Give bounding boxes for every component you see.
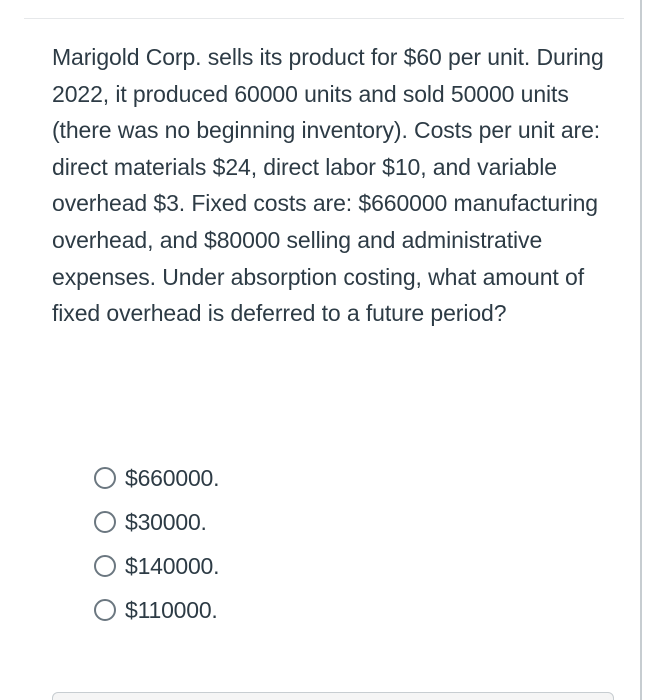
radio-button-icon[interactable] (94, 467, 116, 489)
page-right-border (640, 0, 642, 700)
answer-label: $110000. (125, 596, 218, 623)
radio-button-icon[interactable] (94, 599, 116, 621)
answer-option-4[interactable] (94, 588, 219, 632)
radio-button-icon[interactable] (94, 511, 116, 533)
radio-button-icon[interactable] (94, 555, 116, 577)
question-text: Marigold Corp. sells its product for $60 per unit. During 2022, it produced 60000 units and sold 50000 units (there was no beginning inventory). Costs per unit are: direct materials $24, direct labor $10, and variable overhead $3. Fixed costs are: $660000 manufacturing overhead, and $80000 selling and administrative expenses. Under absorption costing, what amount of fixed overhead is deferred to a future period? (52, 44, 604, 327)
next-section-box (52, 692, 614, 700)
answer-option-2[interactable] (94, 500, 219, 544)
answer-label: $30000. (125, 508, 207, 535)
answer-option-3[interactable] (94, 544, 219, 588)
answer-label: $140000. (125, 552, 220, 579)
question-card (24, 18, 624, 700)
answer-list (94, 456, 219, 632)
answer-label: $660000. (125, 464, 220, 491)
answer-option-1[interactable] (94, 456, 219, 500)
